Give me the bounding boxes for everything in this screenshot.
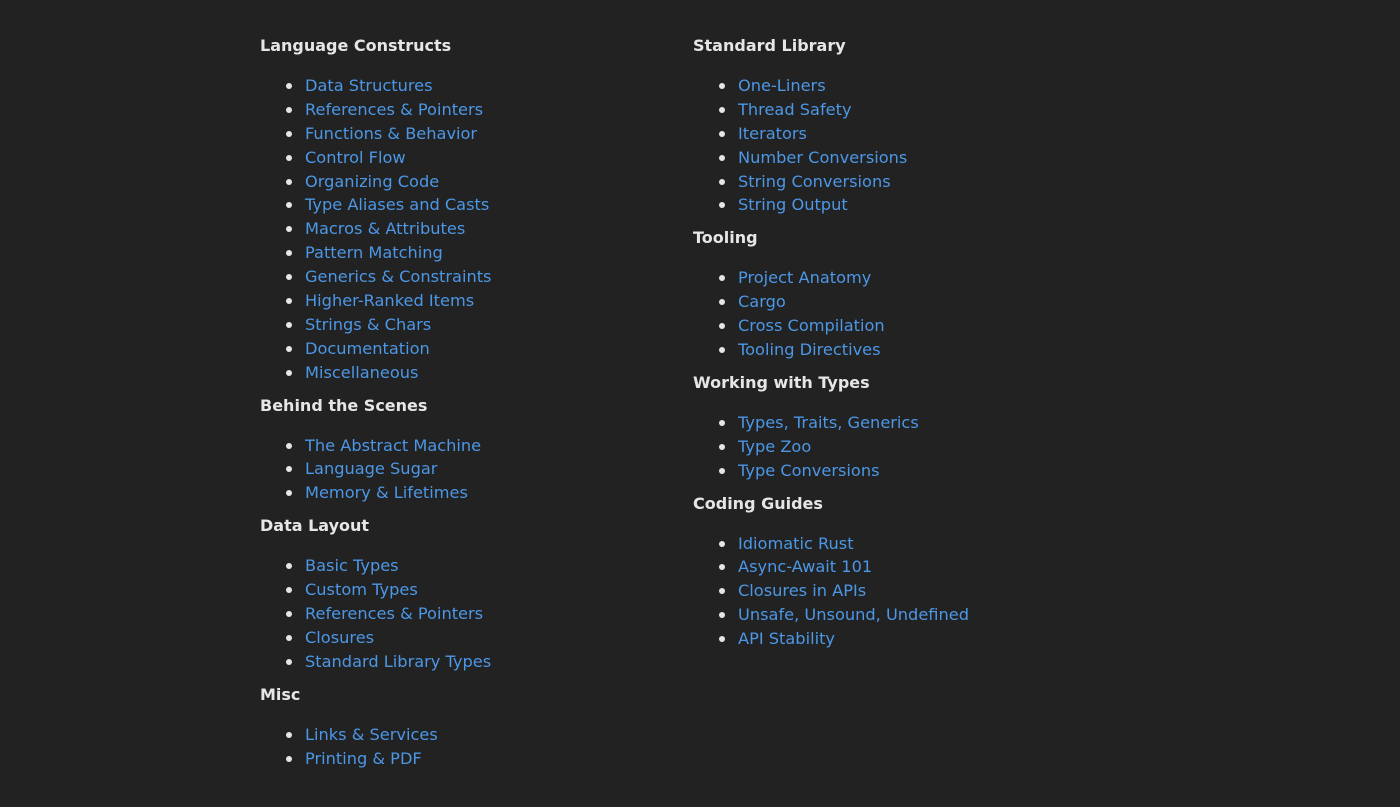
section-heading: Standard Library <box>693 36 846 55</box>
list-item <box>738 170 969 194</box>
section-language-constructs <box>260 34 491 385</box>
section-heading: Working with Types <box>693 372 870 392</box>
link-list <box>260 434 491 506</box>
link-list <box>260 74 491 385</box>
list-item <box>305 74 491 98</box>
section-heading: Misc <box>260 684 301 704</box>
list-item <box>738 627 969 651</box>
list-item <box>305 122 491 146</box>
section-data-layout <box>260 514 491 673</box>
list-item <box>738 579 969 603</box>
link-iterators[interactable]: Iterators <box>738 123 807 143</box>
list-item <box>738 266 969 290</box>
list-item <box>738 459 969 483</box>
link-list <box>693 532 969 651</box>
section-heading: Coding Guides <box>693 493 823 513</box>
list-item <box>305 241 491 265</box>
list-item <box>305 289 491 313</box>
link-miscellaneous[interactable]: Miscellaneous <box>305 362 419 382</box>
link-strings-and-chars[interactable]: Strings & Chars <box>305 314 432 334</box>
section-behind-the-scenes <box>260 394 491 506</box>
list-item <box>305 313 491 337</box>
list-item <box>305 146 491 170</box>
link-string-conversions[interactable]: String Conversions <box>738 171 891 191</box>
list-item <box>305 602 491 626</box>
link-unsafe-unsound-undefined[interactable]: Unsafe, Unsound, Undefined <box>738 605 969 625</box>
list-item <box>305 554 491 578</box>
link-links-and-services[interactable]: Links & Services <box>305 724 438 744</box>
toc-right-column <box>693 34 969 651</box>
link-string-output[interactable]: String Output <box>738 195 848 215</box>
link-cross-compilation[interactable]: Cross Compilation <box>738 316 885 336</box>
link-type-conversions[interactable]: Type Conversions <box>738 460 880 480</box>
link-async-await-101[interactable]: Async-Await 101 <box>738 557 873 577</box>
section-misc <box>260 683 491 771</box>
link-memory-and-lifetimes[interactable]: Memory & Lifetimes <box>305 483 468 503</box>
list-item <box>305 723 491 747</box>
list-item <box>305 265 491 289</box>
link-closures[interactable]: Closures <box>305 627 375 647</box>
link-types-traits-generics[interactable]: Types, Traits, Generics <box>738 412 919 432</box>
list-item <box>738 603 969 627</box>
list-item <box>305 337 491 361</box>
link-organizing-code[interactable]: Organizing Code <box>305 171 440 191</box>
toc-left-column <box>260 34 491 770</box>
link-functions-and-behavior[interactable]: Functions & Behavior <box>305 123 478 143</box>
section-working-with-types <box>693 371 969 483</box>
link-macros-and-attributes[interactable]: Macros & Attributes <box>305 219 466 239</box>
list-item <box>305 193 491 217</box>
link-list <box>693 411 969 483</box>
list-item <box>738 193 969 217</box>
section-heading: Data Layout <box>260 516 370 536</box>
link-data-structures[interactable]: Data Structures <box>305 76 433 95</box>
list-item <box>738 290 969 314</box>
link-the-abstract-machine[interactable]: The Abstract Machine <box>305 435 482 455</box>
link-idiomatic-rust[interactable]: Idiomatic Rust <box>738 533 854 553</box>
link-list <box>693 74 969 217</box>
list-item <box>305 650 491 674</box>
section-heading: Tooling <box>693 228 758 248</box>
list-item <box>738 435 969 459</box>
list-item <box>305 457 491 481</box>
list-item <box>738 74 969 98</box>
section-tooling <box>693 226 969 362</box>
link-one-liners[interactable]: One-Liners <box>738 76 826 95</box>
link-language-sugar[interactable]: Language Sugar <box>305 459 438 479</box>
link-thread-safety[interactable]: Thread Safety <box>738 99 852 119</box>
link-references-and-pointers[interactable]: References & Pointers <box>305 604 484 624</box>
link-list <box>693 266 969 362</box>
link-documentation[interactable]: Documentation <box>305 338 430 358</box>
link-project-anatomy[interactable]: Project Anatomy <box>738 268 872 288</box>
link-references-and-pointers[interactable]: References & Pointers <box>305 99 484 119</box>
link-list <box>260 554 491 673</box>
link-cargo[interactable]: Cargo <box>738 292 786 312</box>
section-coding-guides <box>693 492 969 651</box>
link-custom-types[interactable]: Custom Types <box>305 580 418 600</box>
section-heading: Behind the Scenes <box>260 395 428 415</box>
link-higher-ranked-items[interactable]: Higher-Ranked Items <box>305 291 475 311</box>
link-control-flow[interactable]: Control Flow <box>305 147 406 167</box>
list-item <box>738 314 969 338</box>
link-pattern-matching[interactable]: Pattern Matching <box>305 243 443 263</box>
link-generics-and-constraints[interactable]: Generics & Constraints <box>305 267 492 287</box>
list-item <box>738 122 969 146</box>
link-printing-and-pdf[interactable]: Printing & PDF <box>305 748 422 768</box>
list-item <box>305 747 491 771</box>
list-item <box>305 217 491 241</box>
section-heading: Language Constructs <box>260 36 452 55</box>
list-item <box>738 146 969 170</box>
link-list <box>260 723 491 771</box>
link-type-aliases-and-casts[interactable]: Type Aliases and Casts <box>305 195 490 215</box>
list-item <box>305 578 491 602</box>
link-standard-library-types[interactable]: Standard Library Types <box>305 651 492 671</box>
list-item <box>738 555 969 579</box>
list-item <box>305 361 491 385</box>
list-item <box>305 434 491 458</box>
link-number-conversions[interactable]: Number Conversions <box>738 147 908 167</box>
list-item <box>738 338 969 362</box>
list-item <box>305 98 491 122</box>
list-item <box>738 98 969 122</box>
list-item <box>305 626 491 650</box>
link-api-stability[interactable]: API Stability <box>738 629 835 649</box>
link-type-zoo[interactable]: Type Zoo <box>738 436 812 456</box>
link-closures-in-apis[interactable]: Closures in APIs <box>738 581 867 601</box>
link-basic-types[interactable]: Basic Types <box>305 556 399 576</box>
list-item <box>738 532 969 556</box>
list-item <box>738 411 969 435</box>
list-item <box>305 170 491 194</box>
link-tooling-directives[interactable]: Tooling Directives <box>738 340 881 360</box>
list-item <box>305 481 491 505</box>
section-standard-library <box>693 34 969 217</box>
